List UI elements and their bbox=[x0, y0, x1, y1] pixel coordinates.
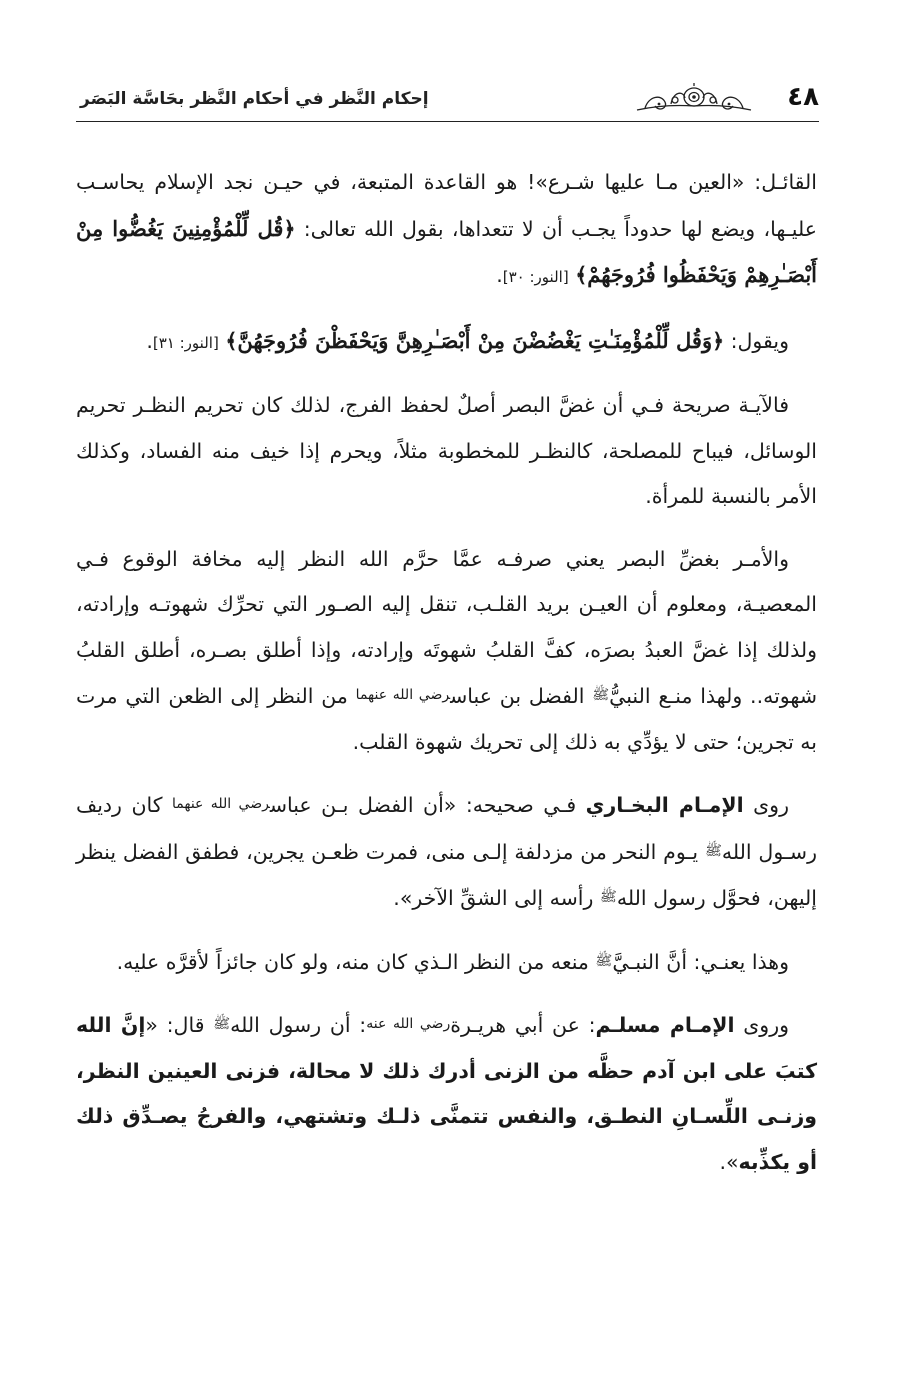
paragraph-5-text-a: روى bbox=[743, 793, 789, 817]
imam-bukhari-name: الإمـام البخـاري bbox=[585, 793, 744, 817]
paragraph-6-text-b: منعه من النظر الـذي كان منه، ولو كان جائزاً لأقرَّه عليه. bbox=[116, 949, 596, 974]
paragraph-7 bbox=[76, 1002, 817, 1185]
quran-verse-an-nur-31: وَقُل لِّلْمُؤْمِنَـٰتِ يَغْضُضْنَ مِنْ أَبْصَـٰرِهِنَّ وَيَحْفَظْنَ فُرُوجَهُنَّ bbox=[237, 327, 713, 353]
honorific-radiya-allahu-anhu: رضي الله عنه bbox=[366, 1016, 451, 1032]
paragraph-2-end: . bbox=[146, 328, 153, 353]
paragraph-2-text: ويقول: bbox=[724, 328, 789, 353]
paragraph-7-text-e: ». bbox=[719, 1149, 739, 1174]
paragraph-1 bbox=[76, 160, 817, 301]
paragraph-6 bbox=[76, 939, 817, 986]
hadith-text: إنَّ الله كتبَ على ابن آدم حظَّه من الزنى أدرك ذلك لا محالة، فزنى العينين النظر، وزنـى اللِّسـانِ النطـق، والنفس تتمنَّى ذلـك وتشتهي، والفرجُ يصـدِّق ذلك أو يكذِّبه bbox=[76, 1013, 817, 1174]
paragraph-7-text-c: : أن رسول الله bbox=[230, 1013, 367, 1037]
quran-close-bracket: ﴾ bbox=[225, 328, 238, 353]
honorific-salutation: ﷺ bbox=[213, 1016, 231, 1032]
verse-reference: [النور: ٣١] bbox=[152, 333, 219, 352]
body-text bbox=[76, 160, 817, 1202]
paragraph-3 bbox=[76, 383, 817, 520]
paragraph-1-end: . bbox=[496, 263, 503, 287]
header-divider bbox=[76, 121, 819, 122]
paragraph-5 bbox=[76, 782, 817, 922]
quran-open-bracket: ﴿ bbox=[712, 328, 725, 353]
paragraph-5-text-b: فـي صحيحه: «أن الفضل بـن عباس bbox=[269, 793, 586, 817]
paragraph-4-text-b: الفضل بن عباس bbox=[450, 684, 593, 708]
page-number: ٤٨ bbox=[787, 82, 819, 112]
honorific-radiya-allahu-anhuma: رضي الله عنهما bbox=[355, 687, 451, 703]
paragraph-2 bbox=[76, 318, 817, 367]
honorific-radiya-allahu-anhuma: رضي الله عنهما bbox=[172, 796, 270, 812]
paragraph-4 bbox=[76, 537, 817, 766]
honorific-salutation: ﷺ bbox=[592, 687, 610, 703]
running-title: إحكام النَّظر في أحكام النَّظر بحَاسَّة البَصَر bbox=[80, 89, 429, 109]
honorific-salutation: ﷺ bbox=[595, 952, 613, 969]
floral-ornament-icon bbox=[635, 82, 753, 116]
quran-open-bracket: ﴿ bbox=[283, 216, 296, 241]
honorific-salutation: ﷺ bbox=[704, 842, 722, 859]
paragraph-7-text-a: وروى bbox=[734, 1013, 790, 1037]
paragraph-5-text-e: رأسه إلى الشقِّ الآخر». bbox=[393, 886, 600, 910]
quran-close-bracket: ﴾ bbox=[575, 263, 588, 287]
imam-muslim-name: الإمـام مسلـم bbox=[595, 1013, 735, 1037]
paragraph-4-text-a: والأمـر بغضِّ البصر يعني صرفـه عمَّا حرَّم الله النظر إليه مخافة الوقوع فـي المعصيـة، ومعلوم أن العيـن بريد القلـب، تنقل إليه الصـور التي تحرِّك شهوتـه وإرادته، ولذلك إذا غضَّ العبدُ بصرَه، كفَّ القلبُ شهوتَه وإرادته، وإذا أطلق بصـره، أطلق القلبُ شهوته.. ولهذا منـع النبيُّ bbox=[76, 546, 818, 708]
paragraph-7-text-b: : عن أبي هريـرة bbox=[450, 1013, 596, 1037]
paragraph-5-text-d: يـوم النحر من مزدلفة إلـى منى، فمرت ظعـن يجرين، فطفق الفضل ينظر إليهن، فحوَّل رسول الله bbox=[76, 839, 817, 910]
paragraph-7-text-d: قال: « bbox=[145, 1013, 214, 1037]
paragraph-6-text-a: وهذا يعنـي: أنَّ النبـيَّ bbox=[612, 949, 789, 974]
paragraph-5-text-c: كان رديف رسـول الله bbox=[76, 793, 817, 864]
paragraph-3-text: فالآيـة صريحة فـي أن غضَّ البصر أصلٌ لحفظ الفرج، لذلك كان تحريم النظـر تحريم الوسائل، فيباح للمصلحة، كالنظـر للمخطوبة مثلاً، ويحرم إذا خيف منه الفساد، وكذلك الأمر بالنسبة للمرأة. bbox=[76, 393, 817, 508]
running-header bbox=[76, 78, 819, 122]
honorific-salutation: ﷺ bbox=[599, 889, 617, 905]
quran-verse-an-nur-30: قُل لِّلْمُؤْمِنِينَ يَغُضُّوا مِنْ أَبْصَـٰرِهِمْ وَيَحْفَظُوا فُرُوجَهُمْ bbox=[76, 215, 817, 287]
paragraph-4-text-c: من النظر إلى الظعن التي مرت به تجرين؛ حتى لا يؤدِّي به ذلك إلى تحريك شهوة القلب. bbox=[76, 684, 817, 754]
paragraph-1-text: القائـل: «العين مـا عليها شـرع»! هو القاعدة المتبعة، في حيـن نجد الإسلام يحاسـب عليـها، ويضع لها حدوداً يجـب أن لا تتعداها، بقول الله تعالى: bbox=[76, 170, 817, 241]
verse-reference: [النور: ٣٠] bbox=[502, 268, 569, 286]
